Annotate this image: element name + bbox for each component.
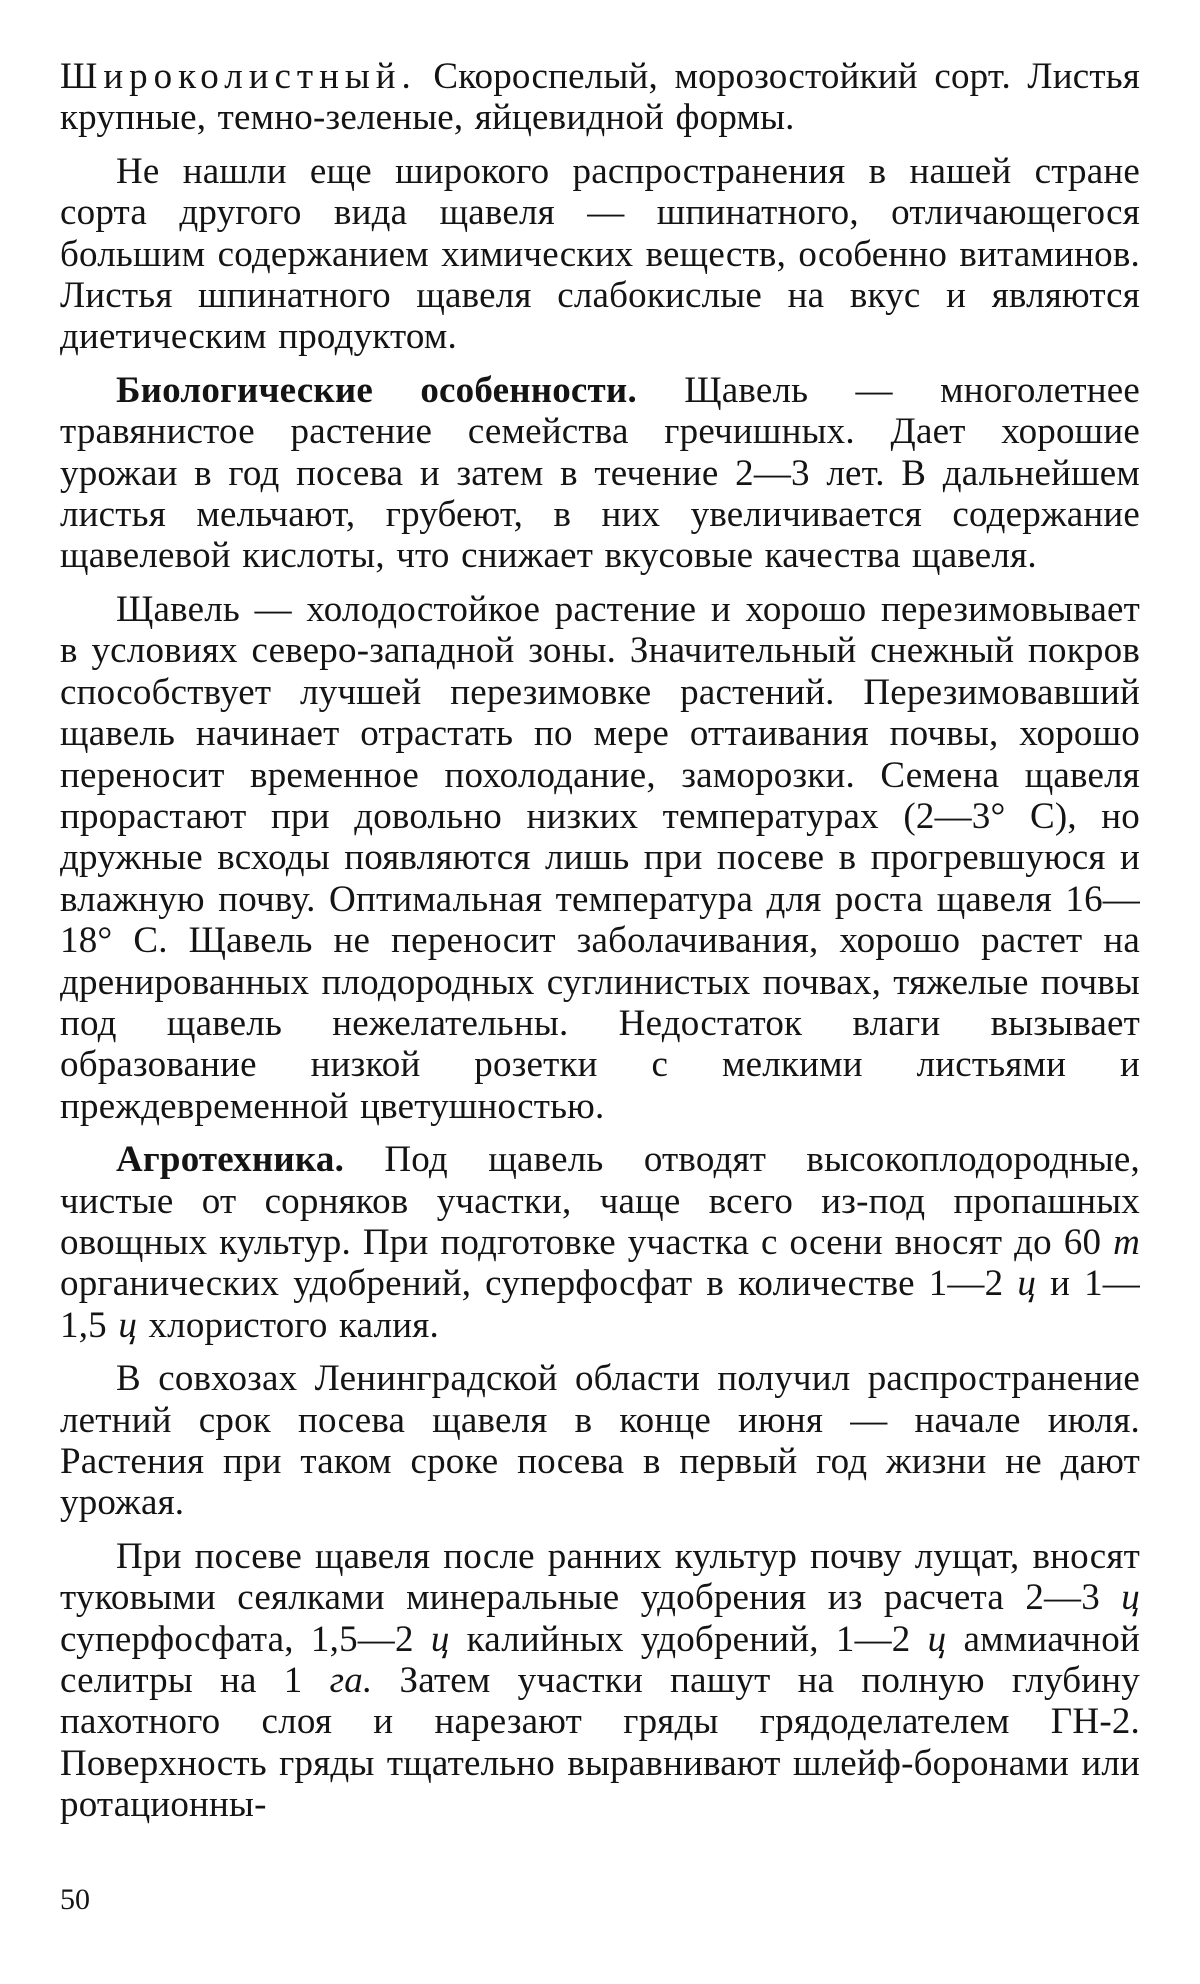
unit-centner: ц [118,1304,138,1346]
unit-centner: ц [1121,1577,1140,1619]
paragraph-variety-description [60,56,1140,139]
sowing-text-3: калийных удобрений, 1—2 [449,1618,928,1660]
section-heading-biology: Биологические особенности. [116,369,637,411]
book-page [60,56,1140,1936]
paragraph-sowing-after-early-crops [60,1536,1140,1826]
paragraph-spinach-sorrel: Не нашли еще широкого распространения в нашей стране сорта другого вида щавеля — шпинатного, отличающегося большим содержанием химических веществ, особенно витаминов. Листья шпинатного щавеля слабокислые на вкус и являются диетическим продуктом. [60,150,1140,358]
paragraph-agrotechnics [60,1139,1140,1346]
sowing-text-2: суперфосфата, 1,5—2 [60,1618,431,1660]
paragraph-biological-features [60,370,1140,577]
section-heading-agrotechnics: Агротехника. [116,1139,345,1181]
agro-text-1: Под щавель отводят высокоплодородные, чистые от сорняков участки, чаще всего из-под пропашных овощных культур. При подготовке участка с осени вносят до 60 [60,1139,1140,1263]
page-number: 50 [60,1883,90,1916]
agro-text-3: и 1—1,5 [60,1263,1140,1346]
unit-centner: ц [1017,1263,1037,1305]
agro-text-2: органических удобрений, суперфосфат в количестве 1—2 [60,1263,1018,1305]
sowing-text-5: Затем участки пашут на полную глубину пахотного слоя и нарезают гряды грядоделателем ГН-2. Поверхность гряды тщательно выравнивают шлейф-боронами или ротационны- [60,1660,1140,1826]
biology-text: Щавель — многолетнее травянистое растение семейства гречишных. Дает хорошие урожаи в год посева и затем в течение 2—3 лет. В дальнейшем листья мельчают, грубеют, в них увеличивается содержание щавелевой кислоты, что снижает вкусовые качества щавеля. [60,369,1140,577]
variety-text: Скороспелый, морозостойкий сорт. Листья крупные, темно-зеленые, яйцевидной формы. [60,56,1140,139]
paragraph-sowing-period: В совхозах Ленинградской области получил распространение летний срок посева щавеля в конце июня — начале июля. Растения при таком сроке посева в первый год жизни не дают урожая. [60,1358,1140,1524]
sowing-text-4: аммиачной селитры на 1 [60,1618,1140,1702]
variety-name: Широколистный. [60,56,417,97]
unit-ton: т [1113,1221,1140,1263]
paragraph-cold-resistance: Щавель — холодостойкое растение и хорошо перезимовывает в условиях северо-западной зоны. Значительный снежный покров способствует лучшей перезимовке растений. Перезимовавший щавель начинает отрастать по мере оттаивания почвы, хорошо переносит временное похолодание, заморозки. Семена щавеля прорастают при довольно низких температурах (2—3° С), но дружные всходы появляются лишь при посеве в прогревшуюся и влажную почву. Оптимальная температура для роста щавеля 16—18° С. Щавель не переносит заболачивания, хорошо растет на дренированных плодородных суглинистых почвах, тяжелые почвы под щавель нежелательны. Недостаток влаги вызывает образование низкой розетки с мелкими листьями и преждевременной цветушностью. [60,588,1140,1127]
unit-hectare: га. [329,1660,373,1702]
unit-centner: ц [927,1618,947,1660]
agro-text-4: хлористого калия. [137,1304,439,1346]
unit-centner: ц [430,1618,450,1660]
sowing-text-1: При посеве щавеля после ранних культур почву лущат, вносят туковыми сеялками минеральные удобрения из расчета 2—3 [60,1535,1140,1619]
